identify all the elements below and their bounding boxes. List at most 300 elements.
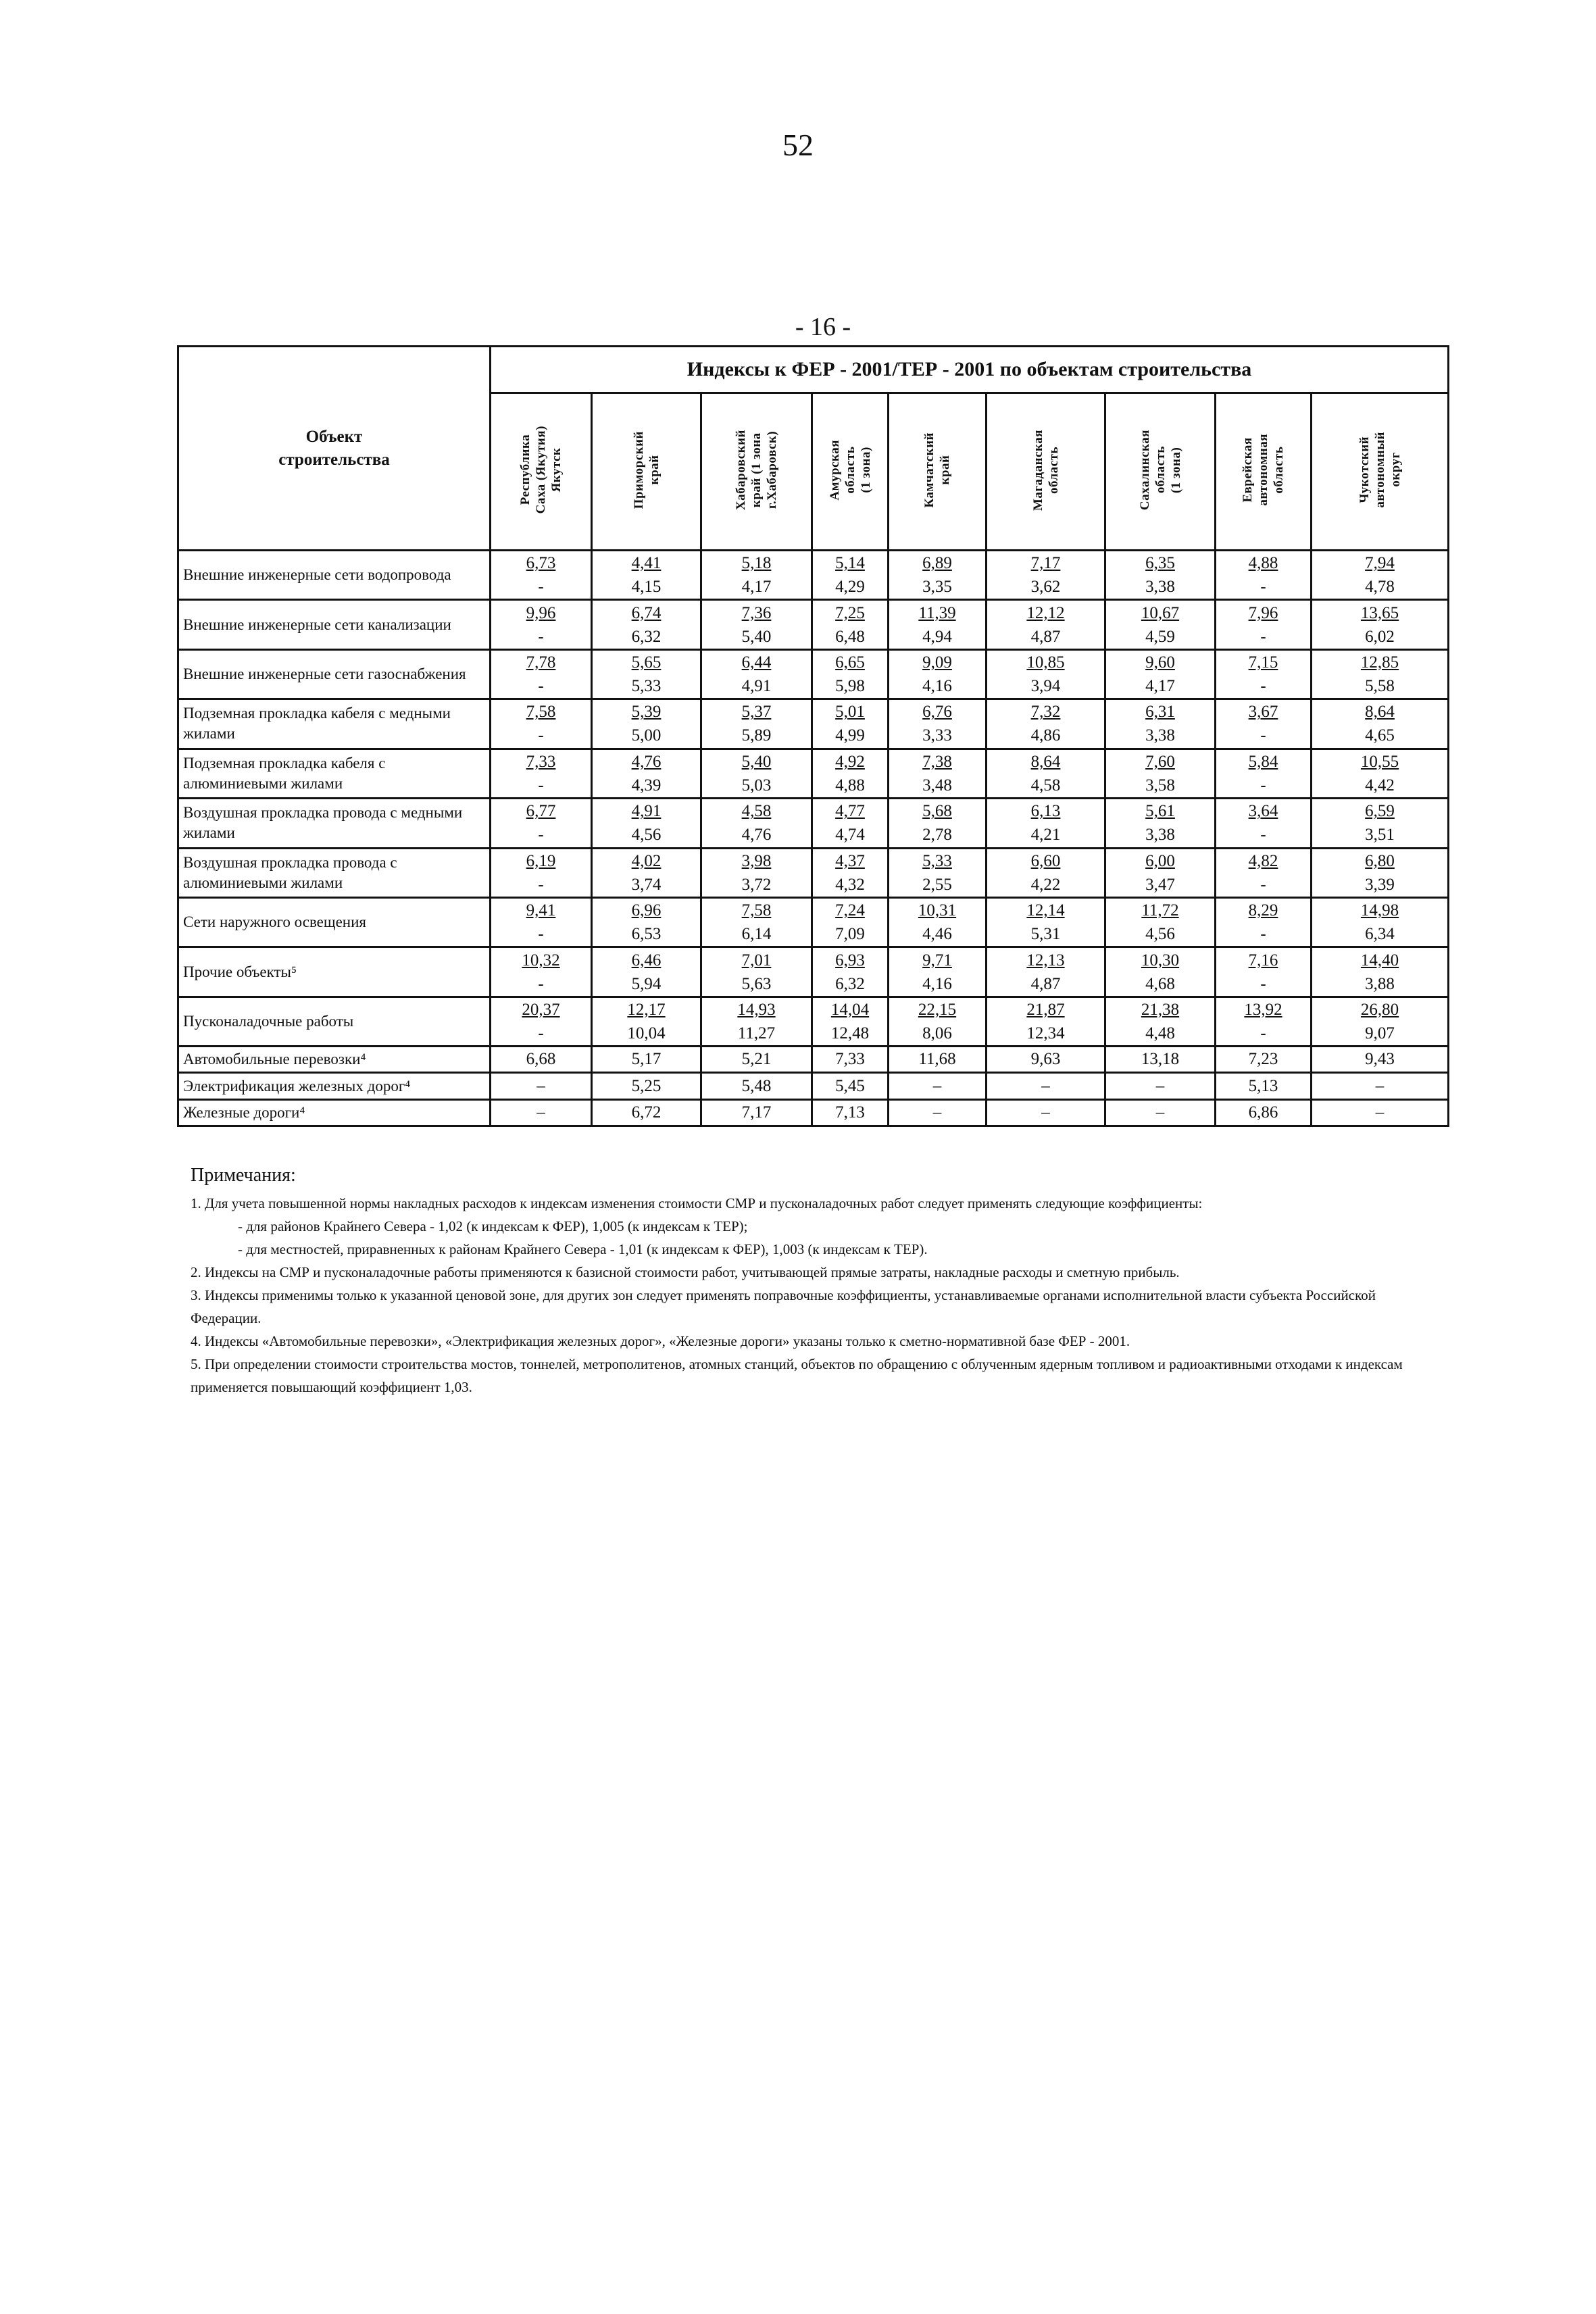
- table-row: [178, 1099, 1449, 1126]
- index-smr: 14,04: [830, 1001, 870, 1019]
- index-alt: -: [1260, 925, 1266, 944]
- index-cell: [1312, 649, 1449, 699]
- index-smr: 4,91: [631, 802, 662, 821]
- index-cell: [701, 997, 812, 1046]
- index-cell: 6,68: [491, 1047, 592, 1073]
- index-cell: [701, 749, 812, 798]
- index-alt: 4,87: [1030, 627, 1061, 646]
- index-alt: 6,53: [631, 925, 662, 944]
- region-header: [491, 393, 592, 551]
- index-alt: 4,56: [631, 826, 662, 845]
- index-smr: 3,64: [1248, 802, 1278, 821]
- index-alt: 8,06: [922, 1024, 952, 1042]
- note-item: 1. Для учета повышенной нормы накладных расходов к индексам изменения стоимости СМР и пусконаладочных работ следует применять следующие коэффициенты:: [191, 1195, 1203, 1211]
- index-cell: [1312, 897, 1449, 947]
- index-cell: [812, 799, 889, 848]
- object-header-text: Объект строительства: [278, 427, 390, 469]
- index-alt: 6,14: [741, 925, 772, 944]
- index-cell: [889, 799, 987, 848]
- index-smr: 12,14: [1026, 901, 1065, 920]
- index-alt: 4,17: [1145, 677, 1175, 696]
- index-cell: [1105, 997, 1216, 1046]
- index-alt: -: [538, 1024, 544, 1042]
- table-row: [178, 897, 1449, 947]
- index-smr: 14,98: [1360, 901, 1399, 920]
- index-cell: [592, 551, 701, 600]
- index-cell: [812, 997, 889, 1046]
- index-smr: 12,13: [1026, 951, 1065, 970]
- region-header-text: Еврейская автономная область: [1241, 434, 1286, 506]
- index-cell: [889, 848, 987, 897]
- index-cell: [889, 649, 987, 699]
- index-cell: [889, 947, 987, 997]
- index-alt: 4,16: [922, 677, 952, 696]
- index-cell: 11,68: [889, 1047, 987, 1073]
- index-smr: 7,38: [922, 752, 952, 771]
- index-cell: [701, 799, 812, 848]
- index-cell: [987, 947, 1105, 997]
- index-cell: –: [1105, 1073, 1216, 1099]
- index-smr: 10,31: [918, 901, 957, 920]
- index-cell: [491, 799, 592, 848]
- index-cell: [1312, 699, 1449, 749]
- index-smr: 10,30: [1141, 951, 1180, 970]
- index-smr: 14,93: [737, 1001, 776, 1019]
- index-smr: 5,18: [741, 554, 772, 573]
- object-name: Внешние инженерные сети водопровода: [178, 551, 491, 600]
- index-cell: [592, 897, 701, 947]
- index-smr: 11,39: [918, 603, 956, 622]
- index-cell: [1105, 551, 1216, 600]
- index-cell: [592, 799, 701, 848]
- index-smr: 4,77: [835, 802, 865, 821]
- index-cell: –: [491, 1073, 592, 1099]
- note-item: 2. Индексы на СМР и пусконаладочные работы применяются к базисной стоимости работ, учитывающей прямые затраты, накладные расходы и сметную прибыль.: [191, 1264, 1180, 1280]
- index-smr: 4,58: [741, 802, 772, 821]
- notes-list: [191, 1192, 1447, 1399]
- index-cell: [1312, 600, 1449, 649]
- object-name: Пусконаладочные работы: [178, 997, 491, 1046]
- index-alt: -: [538, 974, 544, 993]
- index-alt: -: [1260, 776, 1266, 795]
- index-smr: 12,12: [1026, 603, 1065, 622]
- region-header-text: Чукотский автономный округ: [1357, 432, 1403, 508]
- index-smr: 6,77: [526, 802, 556, 821]
- index-cell: 5,17: [592, 1047, 701, 1073]
- index-alt: 5,63: [741, 974, 772, 993]
- index-cell: [1216, 897, 1312, 947]
- index-alt: 4,56: [1145, 925, 1175, 944]
- index-smr: 22,15: [918, 1001, 957, 1019]
- index-smr: 7,33: [526, 752, 556, 771]
- object-column-header: [178, 347, 491, 551]
- index-cell: –: [1105, 1099, 1216, 1126]
- index-smr: 8,64: [1030, 752, 1061, 771]
- notes-title: Примечания:: [191, 1165, 296, 1186]
- index-smr: 6,73: [526, 554, 556, 573]
- index-alt: 4,46: [922, 925, 952, 944]
- index-smr: 13,92: [1244, 1001, 1282, 1019]
- index-alt: 5,03: [741, 776, 772, 795]
- index-alt: 4,17: [741, 578, 772, 597]
- index-alt: 4,87: [1030, 974, 1061, 993]
- index-smr: 13,65: [1360, 603, 1399, 622]
- index-cell: [491, 848, 592, 897]
- index-alt: 3,72: [741, 875, 772, 894]
- object-name: Автомобильные перевозки⁴: [178, 1047, 491, 1073]
- index-alt: 11,27: [737, 1024, 776, 1042]
- note-item: 5. При определении стоимости строительства мостов, тоннелей, метрополитенов, атомных станций, объектов по обращению с облученным ядерным топливом и радиоактивными отходами к индексам применяется повышающий коэффициент 1,03.: [191, 1356, 1403, 1395]
- object-name: Воздушная прокладка провода с медными жилами: [178, 799, 491, 848]
- table-row: [178, 749, 1449, 798]
- index-cell: [491, 551, 592, 600]
- notes-section: [191, 1162, 1447, 1399]
- index-cell: [491, 749, 592, 798]
- index-alt: -: [538, 627, 544, 646]
- region-header: [987, 393, 1105, 551]
- index-smr: 14,40: [1360, 951, 1399, 970]
- table-row: [178, 600, 1449, 649]
- index-alt: 4,99: [835, 726, 865, 745]
- index-cell: [1312, 799, 1449, 848]
- object-name: Подземная прокладка кабеля с алюминиевыми жилами: [178, 749, 491, 798]
- index-smr: 7,32: [1030, 703, 1061, 722]
- index-cell: [1105, 600, 1216, 649]
- index-alt: 9,07: [1365, 1024, 1395, 1042]
- index-alt: 4,86: [1030, 726, 1061, 745]
- index-smr: 6,93: [835, 951, 865, 970]
- index-cell: [701, 947, 812, 997]
- index-alt: 4,48: [1145, 1024, 1175, 1042]
- region-header-text: Амурская область (1 зона): [827, 439, 873, 501]
- index-cell: [1216, 799, 1312, 848]
- region-header-text: Хабаровский край (1 зона г.Хабаровск): [734, 429, 779, 511]
- index-cell: [987, 749, 1105, 798]
- index-alt: 4,42: [1365, 776, 1395, 795]
- index-alt: 4,94: [922, 627, 952, 646]
- region-header: [592, 393, 701, 551]
- index-smr: 6,19: [526, 851, 556, 870]
- index-smr: 6,46: [631, 951, 662, 970]
- index-cell: [987, 699, 1105, 749]
- index-smr: 20,37: [522, 1001, 560, 1019]
- index-smr: 12,17: [627, 1001, 666, 1019]
- index-alt: 4,91: [741, 677, 772, 696]
- index-smr: 7,58: [741, 901, 772, 920]
- index-cell: [812, 947, 889, 997]
- index-cell: [701, 699, 812, 749]
- index-alt: 7,09: [835, 925, 865, 944]
- index-cell: 5,48: [701, 1073, 812, 1099]
- region-header-text: Сахалинская область (1 зона): [1137, 429, 1183, 511]
- index-alt: 5,31: [1030, 925, 1061, 944]
- index-alt: -: [1260, 826, 1266, 845]
- index-alt: 4,78: [1365, 578, 1395, 597]
- index-cell: [701, 848, 812, 897]
- index-alt: -: [538, 578, 544, 597]
- index-alt: -: [538, 677, 544, 696]
- index-cell: –: [1312, 1073, 1449, 1099]
- index-smr: 4,41: [631, 554, 662, 573]
- index-alt: 12,48: [830, 1024, 870, 1042]
- index-smr: 9,96: [526, 603, 556, 622]
- region-header: [889, 393, 987, 551]
- index-cell: –: [491, 1099, 592, 1126]
- index-smr: 11,72: [1141, 901, 1179, 920]
- index-smr: 7,15: [1248, 653, 1278, 672]
- index-cell: [1312, 749, 1449, 798]
- sub-page-number: - 16 -: [795, 313, 851, 341]
- index-smr: 6,96: [631, 901, 662, 920]
- region-header-text: Магаданская область: [1030, 429, 1061, 511]
- index-alt: 4,88: [835, 776, 865, 795]
- index-alt: 2,55: [922, 875, 952, 894]
- index-smr: 7,36: [741, 603, 772, 622]
- index-cell: [592, 947, 701, 997]
- index-smr: 10,32: [522, 951, 560, 970]
- index-cell: –: [1312, 1099, 1449, 1126]
- index-cell: [592, 749, 701, 798]
- index-alt: -: [538, 875, 544, 894]
- index-cell: –: [987, 1099, 1105, 1126]
- index-smr: 7,78: [526, 653, 556, 672]
- index-alt: -: [1260, 875, 1266, 894]
- index-cell: [1312, 997, 1449, 1046]
- index-cell: [987, 799, 1105, 848]
- index-cell: [1312, 551, 1449, 600]
- index-smr: 9,60: [1145, 653, 1175, 672]
- index-cell: [889, 997, 987, 1046]
- index-smr: 5,01: [835, 703, 865, 722]
- index-alt: -: [538, 826, 544, 845]
- index-cell: [987, 897, 1105, 947]
- index-cell: [812, 749, 889, 798]
- index-cell: –: [889, 1073, 987, 1099]
- index-cell: [987, 649, 1105, 699]
- index-alt: -: [538, 726, 544, 745]
- index-smr: 4,02: [631, 851, 662, 870]
- index-alt: 5,94: [631, 974, 662, 993]
- index-smr: 6,13: [1030, 802, 1061, 821]
- index-alt: 5,33: [631, 677, 662, 696]
- index-alt: 3,58: [1145, 776, 1175, 795]
- index-cell: [1105, 649, 1216, 699]
- region-header: [812, 393, 889, 551]
- index-alt: 3,39: [1365, 875, 1395, 894]
- index-cell: [592, 600, 701, 649]
- object-name: Воздушная прокладка провода с алюминиевыми жилами: [178, 848, 491, 897]
- index-alt: -: [1260, 1024, 1266, 1042]
- index-smr: 6,59: [1365, 802, 1395, 821]
- index-cell: 5,21: [701, 1047, 812, 1073]
- index-cell: [812, 649, 889, 699]
- index-smr: 6,00: [1145, 851, 1175, 870]
- table-row: [178, 799, 1449, 848]
- index-alt: 3,88: [1365, 974, 1395, 993]
- index-alt: 6,32: [631, 627, 662, 646]
- index-alt: 5,89: [741, 726, 772, 745]
- index-alt: 4,32: [835, 875, 865, 894]
- index-smr: 10,67: [1141, 603, 1180, 622]
- index-cell: [1216, 649, 1312, 699]
- index-cell: [1312, 848, 1449, 897]
- index-cell: [701, 600, 812, 649]
- index-cell: 5,25: [592, 1073, 701, 1099]
- index-cell: [812, 848, 889, 897]
- index-cell: [1312, 947, 1449, 997]
- index-cell: [889, 749, 987, 798]
- index-cell: [1105, 699, 1216, 749]
- index-smr: 9,41: [526, 901, 556, 920]
- index-cell: 6,72: [592, 1099, 701, 1126]
- index-alt: 6,34: [1365, 925, 1395, 944]
- index-cell: [491, 897, 592, 947]
- index-cell: [1216, 551, 1312, 600]
- index-smr: 8,29: [1248, 901, 1278, 920]
- index-cell: 7,33: [812, 1047, 889, 1073]
- index-cell: [812, 699, 889, 749]
- index-cell: [812, 600, 889, 649]
- index-cell: 7,13: [812, 1099, 889, 1126]
- index-alt: 5,98: [835, 677, 865, 696]
- index-smr: 6,80: [1365, 851, 1395, 870]
- index-cell: [701, 551, 812, 600]
- region-header: [1105, 393, 1216, 551]
- index-alt: 4,59: [1145, 627, 1175, 646]
- index-smr: 6,44: [741, 653, 772, 672]
- index-smr: 4,92: [835, 752, 865, 771]
- page-number: 52: [782, 128, 814, 162]
- index-cell: 7,17: [701, 1099, 812, 1126]
- object-name: Электрификация железных дорог⁴: [178, 1073, 491, 1099]
- index-alt: 3,35: [922, 578, 952, 597]
- region-header-text: Камчатский край: [922, 432, 952, 508]
- index-smr: 5,65: [631, 653, 662, 672]
- index-alt: 6,32: [835, 974, 865, 993]
- region-header: [1312, 393, 1449, 551]
- index-cell: –: [987, 1073, 1105, 1099]
- index-alt: 3,33: [922, 726, 952, 745]
- index-cell: [592, 997, 701, 1046]
- index-cell: [889, 897, 987, 947]
- index-alt: 5,00: [631, 726, 662, 745]
- index-alt: 4,22: [1030, 875, 1061, 894]
- table-row: [178, 699, 1449, 749]
- index-smr: 5,61: [1145, 802, 1175, 821]
- object-name: Железные дороги⁴: [178, 1099, 491, 1126]
- index-smr: 5,33: [922, 851, 952, 870]
- object-name: Прочие объекты⁵: [178, 947, 491, 997]
- region-header: [1216, 393, 1312, 551]
- index-cell: [889, 551, 987, 600]
- index-alt: 3,38: [1145, 726, 1175, 745]
- index-smr: 7,25: [835, 603, 865, 622]
- index-smr: 6,31: [1145, 703, 1175, 722]
- index-alt: 4,74: [835, 826, 865, 845]
- index-smr: 5,14: [835, 554, 865, 573]
- index-cell: [592, 649, 701, 699]
- index-cell: [889, 699, 987, 749]
- index-alt: 4,15: [631, 578, 662, 597]
- index-smr: 6,35: [1145, 554, 1175, 573]
- index-smr: 4,82: [1248, 851, 1278, 870]
- index-smr: 6,89: [922, 554, 952, 573]
- index-smr: 6,65: [835, 653, 865, 672]
- index-cell: [1105, 749, 1216, 798]
- index-cell: [1216, 600, 1312, 649]
- index-smr: 12,85: [1360, 653, 1399, 672]
- index-cell: [701, 897, 812, 947]
- index-cell: [1216, 749, 1312, 798]
- index-cell: [889, 600, 987, 649]
- index-cell: [491, 947, 592, 997]
- index-alt: 4,58: [1030, 776, 1061, 795]
- index-smr: 7,24: [835, 901, 865, 920]
- index-smr: 9,71: [922, 951, 952, 970]
- index-alt: 3,48: [922, 776, 952, 795]
- index-alt: 3,94: [1030, 677, 1061, 696]
- index-smr: 7,60: [1145, 752, 1175, 771]
- index-cell: –: [889, 1099, 987, 1126]
- index-alt: 3,74: [631, 875, 662, 894]
- index-alt: 4,39: [631, 776, 662, 795]
- note-item: - для местностей, приравненных к районам Крайнего Севера - 1,01 (к индексам к ФЕР), 1,003 (к индексам к ТЕР).: [238, 1241, 928, 1257]
- index-smr: 3,98: [741, 851, 772, 870]
- index-smr: 7,16: [1248, 951, 1278, 970]
- index-alt: -: [538, 925, 544, 944]
- index-cell: 5,13: [1216, 1073, 1312, 1099]
- index-cell: 13,18: [1105, 1047, 1216, 1073]
- index-cell: [987, 848, 1105, 897]
- object-name: Внешние инженерные сети канализации: [178, 600, 491, 649]
- table-row: [178, 947, 1449, 997]
- index-alt: -: [1260, 578, 1266, 597]
- index-cell: [1216, 699, 1312, 749]
- index-smr: 9,09: [922, 653, 952, 672]
- index-smr: 21,87: [1026, 1001, 1065, 1019]
- index-smr: 10,55: [1360, 752, 1399, 771]
- index-smr: 3,67: [1248, 703, 1278, 722]
- index-alt: 3,47: [1145, 875, 1175, 894]
- index-alt: 3,38: [1145, 826, 1175, 845]
- index-cell: [812, 551, 889, 600]
- index-smr: 7,01: [741, 951, 772, 970]
- index-smr: 4,76: [631, 752, 662, 771]
- index-alt: 6,02: [1365, 627, 1395, 646]
- index-smr: 7,96: [1248, 603, 1278, 622]
- index-smr: 5,39: [631, 703, 662, 722]
- region-header-text: Республика Саха (Якутия) Якутск: [518, 426, 564, 514]
- index-alt: -: [1260, 974, 1266, 993]
- index-smr: 26,80: [1360, 1001, 1399, 1019]
- index-alt: 5,40: [741, 627, 772, 646]
- index-alt: 4,76: [741, 826, 772, 845]
- table-row: [178, 649, 1449, 699]
- index-cell: [812, 897, 889, 947]
- index-cell: [1105, 848, 1216, 897]
- index-cell: [1216, 997, 1312, 1046]
- object-name: Сети наружного освещения: [178, 897, 491, 947]
- index-alt: 3,51: [1365, 826, 1395, 845]
- index-cell: [1216, 848, 1312, 897]
- index-smr: 5,40: [741, 752, 772, 771]
- index-smr: 8,64: [1365, 703, 1395, 722]
- region-header-text: Приморский край: [631, 430, 662, 509]
- index-smr: 7,94: [1365, 554, 1395, 573]
- index-cell: [592, 699, 701, 749]
- index-smr: 6,74: [631, 603, 662, 622]
- index-cell: [987, 551, 1105, 600]
